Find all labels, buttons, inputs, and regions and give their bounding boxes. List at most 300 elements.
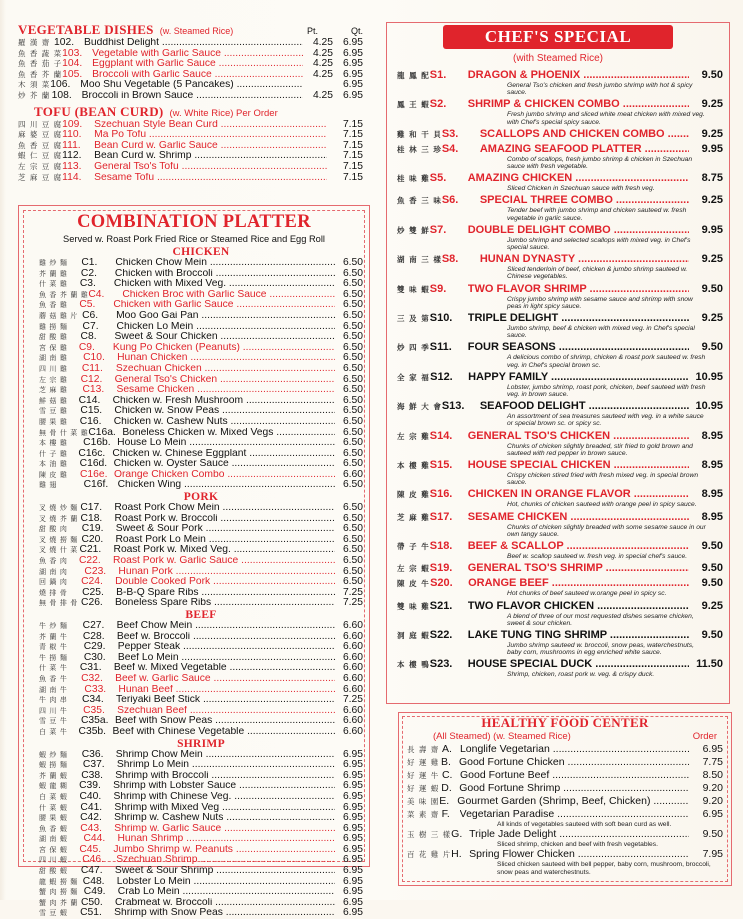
- item-number: C6.: [82, 309, 99, 321]
- item-price: 6.50: [342, 576, 363, 588]
- item-name: Shrimp with Broccoli .....: [115, 771, 335, 782]
- item-price: 6.50: [342, 394, 363, 406]
- chinese-name: 魚 香 蝦: [39, 824, 68, 833]
- quart-price: 6.95: [342, 47, 363, 59]
- item-description: Combo of scallops, fresh jumbo shrimp & chicken in Szechuan sauce with fresh vegetable.: [507, 155, 693, 171]
- chef-special-item: [397, 128, 723, 141]
- quart-price: 6.95: [342, 89, 363, 101]
- item-price: 6.60: [342, 662, 363, 674]
- combo-item: [39, 674, 363, 685]
- item-number: C21.: [79, 544, 102, 556]
- chinese-name: 湖 南 肉: [39, 567, 68, 576]
- item-number: S21.: [429, 599, 453, 612]
- chef-special-item: [397, 341, 723, 368]
- item-name: Roast Pork w. Mixed Veg. .....: [114, 545, 335, 556]
- item-price: 8.95: [701, 429, 723, 442]
- chinese-name: 麻 婆 豆 腐: [18, 130, 63, 140]
- tofu-subtitle: (w. White Rice) Per Order: [169, 107, 278, 119]
- item-name: Sesame Chicken .....: [116, 385, 335, 396]
- item-price: 9.25: [701, 599, 723, 612]
- item-name: Roast Pork Chow Mein .....: [114, 503, 335, 514]
- item-number: S13.: [441, 400, 465, 413]
- chinese-name: 左 宗 蝦: [397, 564, 430, 574]
- chinese-name: 蟹 肉 芥 蘭: [39, 898, 78, 907]
- combo-item: [39, 792, 363, 803]
- item-number: 110.: [62, 129, 82, 141]
- item-number: C49.: [83, 886, 106, 898]
- item-number: C23.: [84, 565, 107, 577]
- combo-list: [39, 246, 363, 919]
- item-number: C42.: [80, 812, 102, 824]
- chefs-special-subtitle: (with Steamed Rice): [512, 53, 604, 64]
- item-name: House Lo Mein .....: [117, 438, 335, 449]
- item-price: 6.60: [342, 672, 363, 684]
- item-name: General Tso's Chicken .....: [115, 375, 335, 386]
- pint-price: 4.25: [312, 89, 333, 101]
- item-name: Double Cooked Pork .....: [115, 577, 335, 588]
- item-number: C14.: [78, 394, 101, 406]
- item-number: S1.: [429, 69, 447, 81]
- chef-item-row: [397, 400, 723, 413]
- item-description: Shrimp, chicken, roast pork w. veg. & crispy duck.: [507, 671, 655, 679]
- tofu-item: [18, 173, 363, 184]
- combo-item: [39, 908, 363, 919]
- chef-special-item: [397, 283, 723, 310]
- item-number: 111.: [62, 139, 81, 151]
- chef-special-item: [397, 577, 723, 597]
- chef-item-row: [397, 194, 723, 207]
- chinese-name: 好 運 牛: [407, 771, 440, 780]
- chinese-name: 魚 香 雞: [39, 301, 68, 310]
- item-price: 6.95: [342, 907, 363, 919]
- item-name: Bean Curd w. Garlic Sauce .....: [94, 141, 327, 152]
- chinese-name: 羅 漢 齋: [18, 38, 51, 47]
- chinese-name: 帶 子 牛: [397, 542, 430, 552]
- chinese-name: 四 川 牛: [39, 706, 68, 715]
- item-number: 106.: [50, 79, 71, 91]
- item-name: Crabmeat w. Broccoli .....: [115, 898, 335, 909]
- item-price: 9.95: [701, 142, 723, 155]
- combo-item: [39, 480, 363, 491]
- item-price: 6.50: [342, 257, 363, 268]
- item-price: 7.75: [702, 756, 723, 768]
- chinese-name: 湖 南 三 樣: [397, 255, 442, 265]
- combo-category-beef: BEEF: [185, 609, 217, 621]
- item-number: S15.: [429, 459, 453, 472]
- item-number: S17.: [429, 510, 453, 523]
- combination-platter-box: [18, 205, 370, 919]
- item-description: Lobster, jumbo shrimp, roast pork, chicken, beef sauteed with fresh veg. in brown sauce.: [507, 383, 706, 399]
- chinese-name: 鳳 王 蝦: [397, 100, 430, 110]
- combo-item: [39, 258, 363, 269]
- item-name: Kung Po Chicken (Peanuts) .....: [113, 343, 335, 354]
- item-number: 113.: [62, 160, 82, 172]
- item-price: 6.60: [342, 641, 363, 653]
- item-name: Spring Flower Chicken .....: [469, 848, 689, 860]
- item-name: CHICKEN IN ORANGE FLAVOR .....: [468, 488, 689, 500]
- item-price: 6.50: [342, 437, 363, 449]
- item-name: Longlife Vegetarian .....: [460, 743, 689, 755]
- item-number: C5.: [79, 299, 96, 311]
- item-name: Buddhist Delight .....: [84, 38, 303, 49]
- item-price: 6.50: [342, 341, 363, 353]
- item-price: 6.50: [342, 278, 363, 290]
- size-headers: [307, 26, 363, 36]
- item-price: 7.15: [342, 171, 363, 183]
- pint-price: 4.25: [312, 68, 333, 80]
- vegetable-item: [18, 91, 363, 102]
- chinese-name: 雪 豆 雞: [39, 407, 68, 416]
- chef-item-row: [397, 430, 723, 443]
- item-price: 6.50: [342, 352, 363, 364]
- chinese-name: 左 宗 雞: [397, 431, 430, 441]
- chefs-special-list: [397, 69, 723, 681]
- chinese-name: 叉 燒 芥 蘭: [39, 514, 78, 523]
- item-number: C50.: [80, 896, 103, 908]
- item-price: 8.75: [701, 172, 723, 185]
- healthy-item: [407, 743, 723, 756]
- chinese-name: 雞 和 干 貝: [397, 129, 442, 139]
- item-letter: B.: [440, 756, 451, 768]
- item-name: Shrimp with Mixed Veg .....: [114, 803, 335, 814]
- chefs-special-box: [386, 22, 730, 704]
- item-name: Sesame Tofu .....: [94, 173, 327, 184]
- tofu-item: [18, 162, 363, 173]
- chinese-name: 芝 麻 豆 腐: [18, 172, 63, 182]
- item-number: C19.: [81, 523, 104, 535]
- item-name: Gourmet Garden (Shrimp, Beef, Chicken) .....: [457, 795, 689, 807]
- item-price: 6.95: [342, 865, 363, 877]
- chef-item-row: [397, 341, 723, 354]
- chinese-name: 陳 皮 牛: [397, 579, 430, 589]
- chinese-name: 三 及 第: [397, 314, 430, 324]
- item-description: Sliced chicken sauteed with bell pepper, baby corn, mushroom, broccoli, snow peas and waterchestnuts.: [497, 861, 711, 876]
- item-name: Good Fortune Chicken .....: [459, 756, 689, 768]
- item-name: Chicken with Garlic Sauce .....: [113, 300, 335, 311]
- item-name: Hunan Shrimp .....: [117, 834, 335, 845]
- chinese-name: 湖 南 牛: [39, 685, 68, 694]
- item-number: C1.: [81, 257, 98, 268]
- item-letter: F.: [441, 808, 450, 820]
- item-number: S18.: [429, 540, 453, 553]
- item-name: HOUSE SPECIAL CHICKEN .....: [468, 459, 689, 471]
- item-price: 6.95: [342, 790, 363, 802]
- item-name: Boneless Spare Ribs .....: [115, 598, 335, 609]
- item-price: 9.50: [701, 69, 723, 81]
- chinese-name: 什 菜 蝦: [39, 803, 68, 812]
- item-price: 6.95: [702, 743, 723, 755]
- item-price: 6.95: [702, 808, 723, 820]
- item-name: Roast Pork Lo Mein .....: [115, 535, 335, 546]
- item-price: 6.50: [342, 320, 363, 332]
- chinese-name: 雞 翅: [39, 481, 58, 490]
- item-description: A blend of three of our most requested dishes sesame chicken, sweet & sour chicken.: [507, 612, 694, 627]
- item-price: 6.60: [342, 468, 363, 480]
- item-price: 6.50: [342, 405, 363, 417]
- chinese-name: 陳 皮 雞: [397, 490, 430, 500]
- chinese-name: 腰 果 蝦: [39, 814, 68, 823]
- vegetable-list: [18, 38, 363, 102]
- chinese-name: 蟹 肉 撈 麵: [39, 888, 78, 897]
- item-number: C33.: [84, 683, 107, 695]
- item-number: C2.: [80, 267, 97, 279]
- item-price: 7.25: [342, 597, 363, 609]
- item-number: 112.: [62, 150, 82, 162]
- chinese-name: 菜 素 齋: [407, 810, 440, 819]
- chinese-name: 什 子 雞: [39, 449, 68, 458]
- combo-category-chicken: CHICKEN: [172, 246, 230, 258]
- item-price: 6.95: [342, 854, 363, 866]
- item-name: Vegetarian Paradise .....: [460, 808, 689, 820]
- item-number: C22.: [78, 555, 101, 567]
- item-number: S22.: [429, 628, 453, 641]
- item-name: HOUSE SPECIAL DUCK .....: [468, 658, 689, 670]
- item-name: Beef w. Mixed Vegetable .....: [114, 663, 335, 674]
- item-name: ORANGE BEEF .....: [468, 577, 689, 589]
- combo-item: [39, 417, 363, 428]
- item-name: FOUR SEASONS .....: [468, 341, 689, 353]
- item-number: C17.: [80, 502, 103, 514]
- item-number: C20.: [81, 533, 104, 545]
- chinese-name: 蝦 撈 麵: [39, 761, 68, 770]
- chef-special-item: [397, 629, 723, 656]
- item-price: 6.50: [342, 533, 363, 545]
- chef-item-row: [397, 540, 723, 553]
- chinese-name: 白 菜 蝦: [39, 792, 68, 801]
- item-description: A delicious combo of shrimp, chicken & roast pork sauteed w. fresh veg. in Chef's special brown sc.: [507, 354, 706, 369]
- item-number: C51.: [80, 907, 102, 919]
- item-number: C43.: [80, 822, 102, 834]
- item-number: C13.: [82, 384, 105, 396]
- item-name: Chicken w. Chinese Eggplant .....: [112, 449, 335, 460]
- chinese-name: 雞 撈 麵: [39, 322, 68, 331]
- item-number: C39.: [79, 780, 101, 792]
- vegetable-header: [18, 22, 363, 38]
- item-description: Jumbo shrimp and selected scallops with mixed veg. in Chef's special sauce.: [507, 236, 691, 252]
- chef-special-item: [397, 540, 723, 560]
- chinese-name: 本 樓 雞: [39, 439, 68, 448]
- quart-price: 6.95: [342, 68, 363, 80]
- item-number: 103.: [62, 47, 83, 59]
- chef-item-row: [397, 600, 723, 613]
- item-name: Eggplant with Garlic Sauce .....: [92, 59, 303, 70]
- item-price: 6.50: [342, 479, 363, 491]
- item-price: 11.50: [696, 658, 723, 671]
- chinese-name: 魚 香 肉: [39, 557, 68, 566]
- item-number: S12.: [430, 370, 453, 383]
- chef-item-row: [397, 511, 723, 524]
- item-price: 6.50: [342, 373, 363, 385]
- item-description: An assortment of sea treasures sauteed with veg. in a white sauce or special brown sc. or spicy sc.: [507, 413, 704, 428]
- chinese-name: 白 菜 牛: [39, 727, 68, 736]
- item-name: BEEF & SCALLOP .....: [468, 540, 689, 552]
- chinese-name: 什 菜 牛: [39, 664, 68, 673]
- item-number: 102.: [54, 37, 75, 48]
- item-name: Shrimp Chow Mein .....: [116, 750, 335, 761]
- item-description: Tender beef with jumbo shrimp and chicken sauteed w. fresh vegetable in garlic sauce.: [507, 207, 687, 222]
- item-price: 6.50: [342, 362, 363, 374]
- item-name: AMAZING SEAFOOD PLATTER .....: [480, 143, 689, 155]
- chinese-name: 甜 酸 肉: [39, 525, 68, 534]
- chef-special-item: [397, 562, 723, 575]
- item-description: All kinds of vegetables sauteed with soft bean curd as well.: [497, 821, 672, 828]
- item-name: AMAZING CHICKEN .....: [468, 172, 689, 184]
- item-name: Chicken Wing .....: [118, 480, 335, 491]
- item-number: S8.: [441, 253, 459, 266]
- chinese-name: 炒 雙 鮮: [397, 225, 430, 235]
- chinese-name: 宮 保 雞: [39, 343, 68, 352]
- healthy-item: [407, 769, 723, 782]
- healthy-list: [407, 743, 723, 876]
- item-price: 6.50: [342, 299, 363, 311]
- item-number: C40.: [79, 790, 102, 802]
- item-name: Beef w. Broccoli .....: [117, 632, 335, 643]
- item-name: TRIPLE DELIGHT .....: [468, 312, 689, 324]
- chef-special-item: [397, 172, 723, 192]
- item-name: Chicken w. Snow Peas .....: [114, 406, 335, 417]
- item-name: Sweet & Sour Chicken .....: [115, 332, 335, 343]
- chinese-name: 什 菜 雞: [39, 280, 68, 289]
- chinese-name: 本 樓 雞: [397, 461, 430, 471]
- item-letter: H.: [451, 848, 462, 861]
- item-number: S16.: [429, 488, 453, 501]
- item-number: C16d.: [79, 458, 108, 470]
- item-name: TWO FLAVOR SHRIMP .....: [468, 283, 689, 295]
- chinese-name: 全 家 福: [397, 372, 430, 382]
- chinese-name: 鮮 菇 雞: [39, 396, 68, 405]
- item-price: 9.25: [701, 98, 723, 111]
- item-price: 7.15: [342, 118, 363, 130]
- chinese-name: 芥 蘭 牛: [39, 632, 68, 641]
- chinese-name: 蝦 炒 麵: [39, 750, 68, 759]
- healthy-item: [407, 848, 723, 861]
- item-price: 9.95: [701, 223, 723, 236]
- item-name: Chicken with Broccoli .....: [115, 269, 335, 280]
- chinese-name: 左 宗 雞: [39, 375, 68, 384]
- chinese-name: 宮 保 蝦: [39, 845, 68, 854]
- chef-item-row: [397, 312, 723, 325]
- item-name: Shrimp w. Garlic Sauce .....: [114, 824, 335, 835]
- chinese-name: 好 運 雞: [407, 758, 440, 767]
- item-price: 6.95: [342, 769, 363, 781]
- chinese-name: 芥 蘭 蝦: [39, 771, 68, 780]
- item-number: C35.: [83, 704, 105, 716]
- item-number: S11.: [429, 341, 452, 354]
- chinese-name: 玉 樹 三 樣: [407, 830, 452, 840]
- chinese-name: 芥 蘭 雞: [39, 269, 68, 278]
- item-name: Szechuan Style Bean Curd .....: [94, 120, 327, 131]
- item-name: Lobster Lo Mein .....: [117, 877, 335, 888]
- item-price: 6.50: [342, 458, 363, 470]
- chinese-name: 腰 果 雞: [39, 417, 68, 426]
- chef-special-item: [397, 98, 723, 125]
- vegetable-tofu-section: [18, 22, 363, 183]
- item-price: 6.95: [342, 759, 363, 771]
- chinese-name: 叉 燒 什 菜: [39, 546, 78, 555]
- item-description: Fresh jumbo shrimp and sliced white meat chicken with mixed veg. with Chef's special spicy sauce.: [507, 111, 705, 126]
- vegetable-title: VEGETABLE DISHES: [18, 22, 154, 37]
- chinese-name: 雞 炒 麵: [39, 259, 68, 267]
- item-name: Orange Chicken Combo .....: [114, 470, 335, 481]
- item-name: Beef w. Garlic Sauce .....: [115, 674, 335, 685]
- vegetable-subtitle: (w. Steamed Rice): [159, 26, 234, 36]
- item-description: Sliced shrimp, chicken and beef with fresh vegetables.: [497, 841, 658, 849]
- item-number: S5.: [429, 172, 447, 185]
- item-name: Chicken Chow Mein .....: [115, 258, 335, 269]
- item-number: C46.: [82, 854, 104, 866]
- combo-category-pork: PORK: [183, 491, 219, 504]
- chinese-name: 雙 味 雞: [397, 601, 430, 611]
- item-name: Shrimp with Chinese Veg. .....: [113, 792, 335, 803]
- item-name: LAKE TUNG TING SHRIMP .....: [468, 629, 689, 641]
- item-number: C10.: [83, 352, 105, 364]
- chef-item-row: [397, 371, 723, 384]
- chinese-name: 木 須 菜: [18, 80, 51, 90]
- item-price: 8.95: [701, 459, 723, 472]
- chinese-name: 芝 麻 雞: [39, 386, 68, 395]
- chinese-name: 魚 香 豆 腐: [18, 140, 63, 150]
- chinese-name: 雪 豆 牛: [39, 717, 68, 726]
- item-name: Hunan Chicken .....: [117, 353, 335, 364]
- item-price: 7.25: [342, 694, 363, 706]
- chinese-name: 叉 燒 撈 麵: [39, 535, 78, 544]
- chef-item-row: [397, 69, 723, 82]
- item-name: HAPPY FAMILY .....: [468, 371, 689, 383]
- quart-price: 6.95: [342, 58, 363, 70]
- item-number: 105.: [62, 68, 83, 80]
- item-number: C16c.: [78, 447, 106, 459]
- item-price: 6.95: [342, 748, 363, 760]
- item-letter: A.: [441, 743, 452, 755]
- combo-item: [39, 311, 363, 322]
- chinese-name: 桂 林 三 珍: [397, 144, 442, 154]
- chef-item-row: [397, 143, 723, 156]
- quart-header: Qt.: [350, 26, 363, 36]
- item-price: 9.25: [701, 127, 723, 140]
- item-name: Beef Chow Mein .....: [117, 621, 335, 632]
- item-name: Shrimp Lo Mein .....: [117, 760, 335, 771]
- item-price: 6.50: [342, 447, 363, 459]
- item-number: 108.: [51, 89, 72, 101]
- item-name: Good Fortune Beef .....: [460, 769, 689, 781]
- chinese-name: 芝 麻 雞: [397, 512, 430, 522]
- item-price: 6.50: [342, 565, 363, 577]
- item-letter: E.: [439, 795, 450, 807]
- item-price: 6.95: [342, 822, 363, 834]
- item-name: Boneless Chicken w. Mixed Vegs .....: [122, 428, 335, 439]
- healthy-item: [407, 828, 723, 841]
- item-number: S20.: [430, 577, 453, 590]
- item-description: Jumbo shrimp, beef & chicken with mixed veg. in Chef's special sauce.: [507, 325, 695, 340]
- item-price: 6.95: [342, 812, 363, 824]
- item-price: 9.50: [701, 341, 723, 354]
- item-price: 6.60: [342, 651, 363, 663]
- healthy-item: [407, 756, 723, 769]
- item-price: 6.60: [342, 683, 363, 695]
- item-name: Triple Jade Delight .....: [469, 828, 689, 840]
- chef-special-item: [397, 224, 723, 251]
- chef-item-row: [397, 128, 723, 141]
- item-price: 9.50: [701, 540, 723, 553]
- item-number: C7.: [82, 320, 99, 332]
- chinese-name: 本 樓 鴨: [397, 660, 430, 670]
- item-name: SESAME CHICKEN .....: [468, 511, 689, 523]
- item-price: 6.50: [342, 426, 363, 438]
- chinese-name: 四 川 雞: [39, 364, 68, 373]
- item-price: 6.60: [342, 715, 363, 727]
- item-name: Moo Goo Gai Pan .....: [116, 311, 335, 322]
- chinese-name: 四 川 豆 腐: [18, 119, 63, 129]
